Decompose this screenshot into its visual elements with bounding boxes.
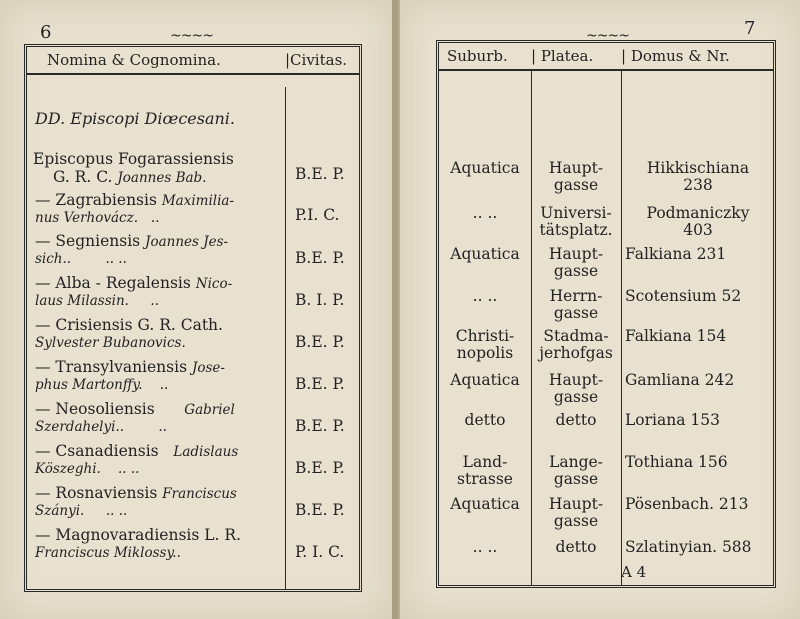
domus-cell: Pösenbach. 213: [625, 495, 749, 513]
domus-cell: Tothiana 156: [625, 453, 728, 471]
domus-cell: Szlatinyian. 588: [625, 538, 752, 556]
civitas-value: B.E. P.: [295, 333, 345, 351]
platea-cell: gasse: [553, 262, 599, 280]
entry-line: — Zagrabiensis Maximilia-: [35, 191, 235, 209]
right-page: [398, 0, 800, 619]
entry-line: — Rosnaviensis Franciscus: [35, 484, 237, 502]
suburb-cell: .. ..: [472, 287, 498, 305]
platea-cell: Universi-: [540, 204, 612, 222]
platea-cell: gasse: [553, 470, 599, 488]
civitas-value: P. I. C.: [295, 543, 345, 561]
suburb-cell: .. ..: [472, 538, 498, 556]
entry-line: Szerdahelyi.. ..: [35, 419, 167, 435]
flourish-ornament: ~~~~: [586, 28, 629, 44]
domus-cell: Gamliana 242: [625, 371, 735, 389]
platea-cell: Haupt-: [548, 371, 604, 389]
column-divider: [285, 87, 286, 589]
suburb-cell: Aquatica: [450, 495, 520, 513]
platea-cell: Haupt-: [548, 495, 604, 513]
platea-cell: Haupt-: [548, 245, 604, 263]
suburb-cell: Aquatica: [450, 159, 520, 177]
column-divider: [531, 71, 532, 585]
platea-cell: gasse: [553, 388, 599, 406]
suburb-cell: Christi-: [455, 327, 515, 345]
domus-cell: 403: [683, 221, 713, 239]
platea-cell: detto: [555, 411, 597, 429]
platea-cell: jerhofgas: [539, 344, 613, 362]
header-platea: | Platea.: [531, 47, 594, 65]
entry-line: — Csanadiensis Ladislaus: [35, 442, 239, 460]
suburb-cell: Aquatica: [450, 245, 520, 263]
domus-cell: 238: [683, 176, 713, 194]
entry-line: — Segniensis Joannes Jes-: [35, 232, 229, 250]
entry-line: Köszeghi. .. ..: [35, 461, 140, 477]
entry-line: Szányi. .. ..: [35, 503, 128, 519]
civitas-value: B.E. P.: [295, 165, 345, 183]
platea-cell: gasse: [553, 512, 599, 530]
entry-line: laus Milassin. ..: [35, 293, 160, 309]
civitas-value: B.E. P.: [295, 417, 345, 435]
signature-mark: A 4: [621, 563, 647, 581]
entry-line: — Magnovaradiensis L. R.: [35, 526, 241, 544]
entry-line: Franciscus Miklossy..: [35, 545, 181, 561]
platea-cell: Herrn-: [549, 287, 603, 305]
entry-line: — Transylvaniensis Jose-: [35, 358, 225, 376]
domus-cell: Podmaniczky: [646, 204, 750, 222]
domus-cell: Hikkischiana: [646, 159, 750, 177]
table-header: [439, 43, 773, 71]
suburb-cell: strasse: [457, 470, 513, 488]
page-number: 7: [744, 18, 756, 39]
page-number: 6: [40, 22, 52, 43]
platea-cell: gasse: [553, 304, 599, 322]
civitas-value: B.E. P.: [295, 459, 345, 477]
header-domus: | Domus & Nr.: [621, 47, 730, 65]
entry-line: — Crisiensis G. R. Cath.: [35, 316, 223, 334]
platea-cell: tätsplatz.: [539, 221, 613, 239]
entry-line: phus Martonffy. ..: [35, 377, 169, 393]
civitas-value: B.E. P.: [295, 249, 345, 267]
civitas-value: B. I. P.: [295, 291, 345, 309]
civitas-value: B.E. P.: [295, 501, 345, 519]
platea-cell: gasse: [553, 176, 599, 194]
header-civitas: |Civitas.: [285, 51, 348, 69]
header-suburb: Suburb.: [447, 47, 508, 65]
entry-line: Episcopus Fogarassiensis: [33, 150, 234, 168]
domus-cell: Scotensium 52: [625, 287, 742, 305]
header-nomina: Nomina & Cognomina.: [47, 51, 221, 69]
entry-line: sich.. .. ..: [35, 251, 127, 267]
left-page: [0, 0, 394, 619]
bishops-table: [24, 44, 362, 592]
domus-cell: Falkiana 231: [625, 245, 727, 263]
table-header: [27, 47, 359, 75]
suburb-cell: nopolis: [456, 344, 514, 362]
suburb-cell: .. ..: [472, 204, 498, 222]
domus-cell: Falkiana 154: [625, 327, 727, 345]
civitas-value: P.I. C.: [295, 206, 340, 224]
civitas-value: B.E. P.: [295, 375, 345, 393]
suburb-cell: Land-: [462, 453, 508, 471]
entry-line: G. R. C. Joannes Bab.: [53, 168, 207, 186]
section-title: DD. Episcopi Diœcesani.: [35, 109, 235, 128]
domus-cell: Loriana 153: [625, 411, 720, 429]
flourish-ornament: ~~~~: [170, 28, 213, 44]
suburb-cell: Aquatica: [450, 371, 520, 389]
column-divider: [621, 71, 622, 585]
platea-cell: detto: [555, 538, 597, 556]
entry-line: — Alba - Regalensis Nico-: [35, 274, 233, 292]
address-table: [436, 40, 776, 588]
entry-line: Sylvester Bubanovics.: [35, 335, 186, 351]
entry-line: nus Verhovácz. ..: [35, 210, 160, 226]
platea-cell: Lange-: [549, 453, 603, 471]
suburb-cell: detto: [464, 411, 506, 429]
platea-cell: Stadma-: [543, 327, 609, 345]
platea-cell: Haupt-: [548, 159, 604, 177]
entry-line: — Neosoliensis Gabriel: [35, 400, 235, 418]
